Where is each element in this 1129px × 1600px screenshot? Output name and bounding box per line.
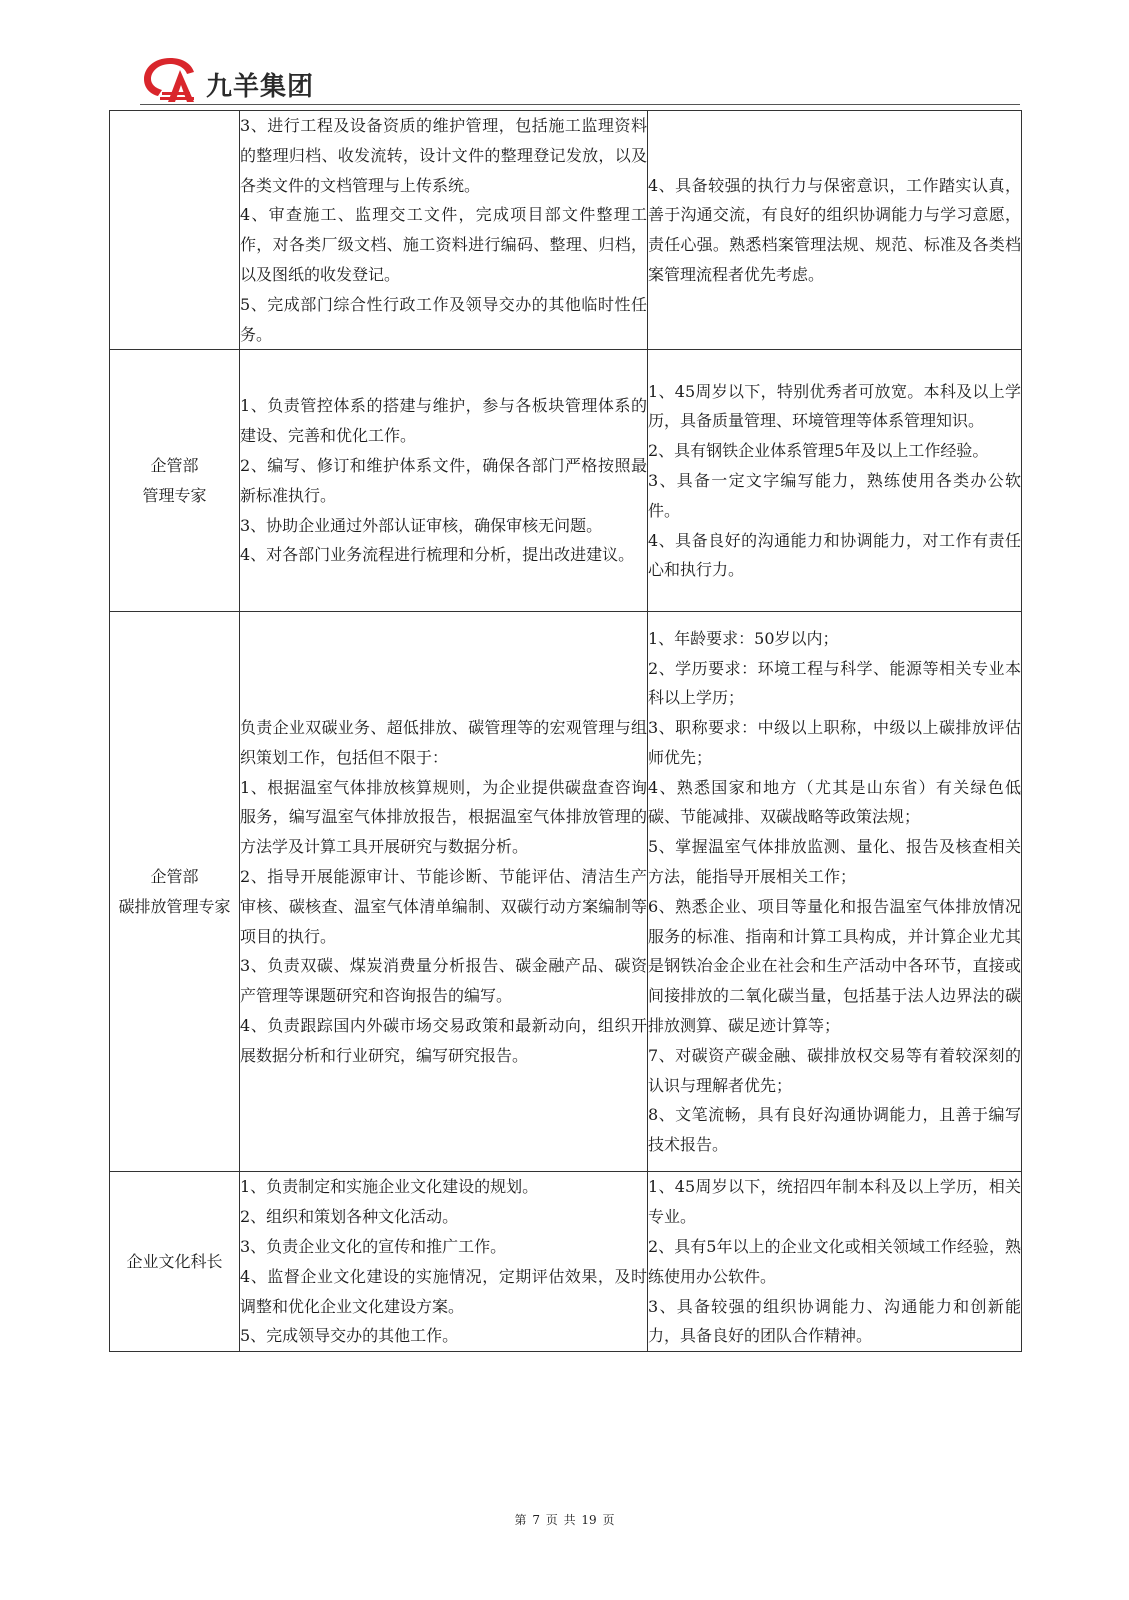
job-table [109, 110, 1022, 1352]
page-header [140, 52, 1020, 106]
duty-item: 2、编写、修订和维护体系文件，确保各部门严格按照最新标准执行。 [240, 456, 647, 505]
requirement-item: 3、职称要求：中级以上职称，中级以上碳排放评估师优先； [648, 718, 1021, 767]
position-cell [110, 350, 240, 612]
duties-cell [240, 612, 648, 1172]
requirement-item: 1、45周岁以下，特别优秀者可放宽。本科及以上学历，具备质量管理、环境管理等体系管理知识。 [648, 381, 1021, 431]
duty-item: 2、指导开展能源审计、节能诊断、节能评估、清洁生产审核、碳核查、温室气体清单编制、双碳行动方案编制等项目的执行。 [240, 867, 647, 946]
duties-cell [240, 111, 648, 350]
position-title: 管理专家 [142, 485, 207, 505]
position-title: 企管部 [150, 456, 199, 476]
position-cell [110, 1172, 240, 1352]
company-logo-icon [140, 52, 204, 106]
job-row [110, 612, 1022, 1172]
duty-item: 3、进行工程及设备资质的维护管理，包括施工监理资料的整理归档、收发流转，设计文件的整理登记发放，以及各类文件的文档管理与上传系统。 [240, 116, 647, 195]
requirement-item: 2、具有5年以上的企业文化或相关领域工作经验，熟练使用办公软件。 [648, 1236, 1021, 1286]
requirement-item: 2、学历要求：环境工程与科学、能源等相关专业本科以上学历； [648, 658, 1021, 708]
position-title: 企管部 [150, 867, 199, 887]
position-cell [110, 612, 240, 1172]
duty-item: 3、负责企业文化的宣传和推广工作。 [240, 1236, 507, 1256]
requirement-item: 1、年龄要求：50岁以内； [648, 628, 839, 648]
position-cell [110, 111, 240, 350]
requirement-item: 4、具备较强的执行力与保密意识，工作踏实认真，善于沟通交流，有良好的组织协调能力与学习意愿，责任心强。熟悉档案管理法规、规范、标准及各类档案管理流程者优先考虑。 [648, 175, 1021, 284]
requirement-item: 4、具备良好的沟通能力和协调能力，对工作有责任心和执行力。 [648, 530, 1021, 580]
brand-name: 九羊集团 [206, 72, 315, 102]
requirement-item: 3、具备一定文字编写能力，熟练使用各类办公软件。 [648, 470, 1021, 520]
duties-cell [240, 1172, 648, 1352]
duty-item: 1、根据温室气体排放核算规则，为企业提供碳盘查咨询服务，编写温室气体排放报告，根据温室气体排放管理的方法学及计算工具开展研究与数据分析。 [240, 777, 647, 857]
duty-item: 5、完成部门综合性行政工作及领导交办的其他临时性任务。 [240, 294, 647, 344]
duty-item: 5、完成领导交办的其他工作。 [240, 1326, 459, 1346]
job-row [110, 350, 1022, 612]
requirement-item: 5、掌握温室气体排放监测、量化、报告及核查相关方法，能指导开展相关工作； [648, 837, 1021, 887]
duty-item: 4、监督企业文化建设的实施情况，定期评估效果，及时调整和优化企业文化建设方案。 [240, 1266, 647, 1316]
duty-item: 4、负责跟踪国内外碳市场交易政策和最新动向，组织开展数据分析和行业研究，编写研究报告。 [240, 1016, 647, 1065]
requirement-item: 1、45周岁以下，统招四年制本科及以上学历，相关专业。 [648, 1177, 1021, 1227]
position-title: 碳排放管理专家 [118, 896, 231, 916]
requirement-item: 6、熟悉企业、项目等量化和报告温室气体排放情况服务的标准、指南和计算工具构成，并计算企业尤其是钢铁冶金企业在社会和生产活动中各环节，直接或间接排放的二氧化碳当量，包括基于法人边界法的碳排放测算、碳足迹计算等； [648, 896, 1021, 1036]
duty-item: 1、负责制定和实施企业文化建设的规划。 [240, 1177, 539, 1197]
duty-item: 3、负责双碳、煤炭消费量分析报告、碳金融产品、碳资产管理等课题研究和咨询报告的编写。 [240, 956, 647, 1006]
job-row [110, 111, 1022, 350]
requirement-item: 2、具有钢铁企业体系管理5年及以上工作经验。 [648, 441, 989, 461]
requirement-item: 3、具备较强的组织协调能力、沟通能力和创新能力，具备良好的团队合作精神。 [648, 1296, 1021, 1346]
requirement-item: 4、熟悉国家和地方（尤其是山东省）有关绿色低碳、节能减排、双碳战略等政策法规； [648, 777, 1021, 827]
duty-item: 3、协助企业通过外部认证审核，确保审核无问题。 [240, 515, 603, 535]
duty-item: 1、负责管控体系的搭建与维护，参与各板块管理体系的建设、完善和优化工作。 [240, 396, 647, 446]
requirements-cell [648, 612, 1022, 1172]
position-title: 企业文化科长 [126, 1251, 223, 1271]
requirement-item: 8、文笔流畅，具有良好沟通协调能力，且善于编写技术报告。 [648, 1105, 1021, 1155]
requirement-item: 7、对碳资产碳金融、碳排放权交易等有着较深刻的认识与理解者优先； [648, 1045, 1021, 1095]
requirements-cell [648, 1172, 1022, 1352]
duty-item: 4、审查施工、监理交工文件，完成项目部文件整理工作，对各类厂级文档、施工资料进行编码、整理、归档，以及图纸的收发登记。 [240, 205, 647, 284]
job-row [110, 1172, 1022, 1352]
requirements-cell [648, 111, 1022, 350]
duties-cell [240, 350, 648, 612]
duty-item: 负责企业双碳业务、超低排放、碳管理等的宏观管理与组织策划工作，包括但不限于： [240, 718, 647, 767]
header-divider [140, 104, 1020, 105]
page-number: 第 7 页 共 19 页 [514, 1513, 615, 1527]
requirements-cell [648, 350, 1022, 612]
duty-item: 4、对各部门业务流程进行梳理和分析，提出改进建议。 [240, 545, 635, 565]
duty-item: 2、组织和策划各种文化活动。 [240, 1207, 459, 1227]
